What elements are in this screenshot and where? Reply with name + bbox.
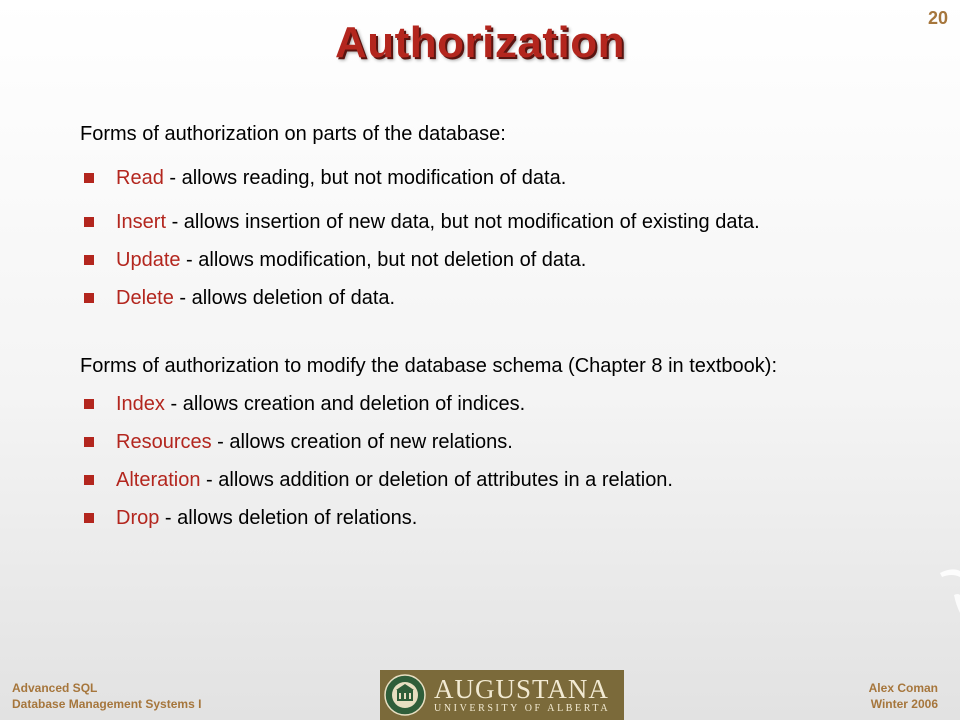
term-alteration: Alteration bbox=[116, 469, 201, 491]
augustana-logo bbox=[380, 670, 624, 720]
section1-list bbox=[80, 164, 940, 312]
term-drop: Drop bbox=[116, 507, 160, 529]
section1-intro: Forms of authorization on parts of the database: bbox=[80, 123, 506, 145]
footer-course-info bbox=[12, 680, 201, 712]
slide-content bbox=[80, 120, 940, 532]
section2-intro: Forms of authorization to modify the database schema (Chapter 8 in textbook): bbox=[80, 355, 778, 377]
square-bullet-icon bbox=[84, 173, 94, 183]
description-resources: - allows creation of new relations. bbox=[211, 431, 513, 453]
square-bullet-icon bbox=[84, 399, 94, 409]
description-update: - allows modification, but not deletion of data. bbox=[180, 249, 587, 271]
list-item-delete bbox=[80, 284, 940, 312]
list-item-alteration bbox=[80, 466, 940, 494]
logo-name: AUGUSTANA bbox=[434, 674, 609, 704]
square-bullet-icon bbox=[84, 255, 94, 265]
slide-number: 20 bbox=[927, 8, 948, 28]
description-index: - allows creation and deletion of indices. bbox=[164, 393, 526, 415]
square-bullet-icon bbox=[84, 475, 94, 485]
square-bullet-icon bbox=[84, 513, 94, 523]
footer-term: Winter 2006 bbox=[870, 697, 938, 711]
square-bullet-icon bbox=[84, 217, 94, 227]
section2-list bbox=[80, 390, 940, 532]
term-resources: Resources bbox=[116, 431, 212, 453]
footer-course-name: Database Management Systems I bbox=[12, 697, 202, 711]
list-item-insert bbox=[80, 208, 940, 236]
list-item-update bbox=[80, 246, 940, 274]
slide-title: Authorization bbox=[334, 18, 625, 67]
term-index: Index bbox=[116, 393, 165, 415]
term-insert: Insert bbox=[116, 211, 167, 233]
square-bullet-icon bbox=[84, 437, 94, 447]
term-update: Update bbox=[116, 249, 181, 271]
description-insert: - allows insertion of new data, but not modification of existing data. bbox=[166, 211, 760, 233]
term-delete: Delete bbox=[116, 287, 174, 309]
footer-author: Alex Coman bbox=[868, 681, 938, 695]
university-seal-icon bbox=[384, 674, 426, 716]
description-delete: - allows deletion of data. bbox=[173, 287, 396, 309]
logo-wordmark bbox=[434, 675, 610, 715]
list-item-read bbox=[80, 164, 940, 192]
square-bullet-icon bbox=[84, 293, 94, 303]
list-item-drop bbox=[80, 504, 940, 532]
footer-course-title: Advanced SQL bbox=[12, 681, 98, 695]
list-item-index bbox=[80, 390, 940, 418]
term-read: Read bbox=[116, 167, 164, 189]
logo-subtitle: UNIVERSITY OF ALBERTA bbox=[434, 703, 611, 714]
decorative-swoosh-icon bbox=[938, 565, 960, 615]
list-item-resources bbox=[80, 428, 940, 456]
description-drop: - allows deletion of relations. bbox=[159, 507, 418, 529]
description-read: - allows reading, but not modification of data. bbox=[163, 167, 567, 189]
footer-author-info bbox=[869, 680, 938, 712]
description-alteration: - allows addition or deletion of attributes in a relation. bbox=[200, 469, 673, 491]
